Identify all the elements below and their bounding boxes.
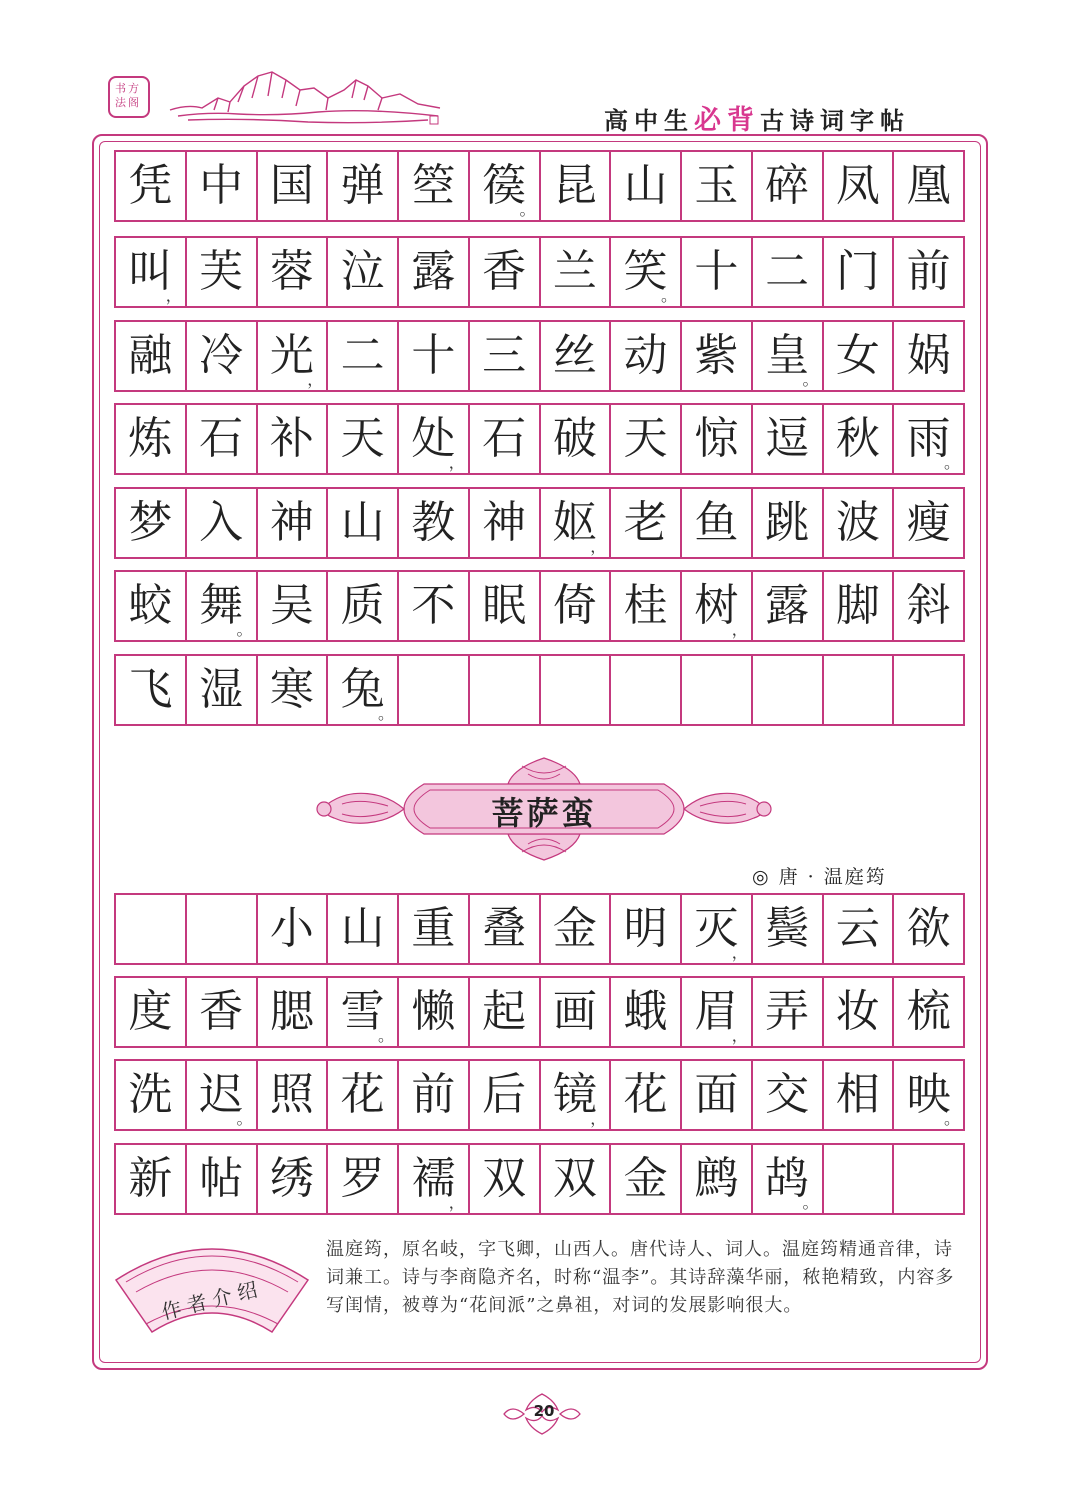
character: 花 xyxy=(623,1069,668,1120)
character-cell xyxy=(682,895,753,963)
character: 三 xyxy=(482,330,527,381)
character: 懒 xyxy=(411,986,456,1037)
character: 欲 xyxy=(906,903,951,954)
character-cell xyxy=(470,1061,541,1129)
character-cell xyxy=(753,238,824,306)
character-cell xyxy=(328,1061,399,1129)
stamp-line-2: 法阁 xyxy=(115,96,141,109)
character-cell xyxy=(541,322,612,390)
character-cell xyxy=(541,405,612,473)
character-cell xyxy=(187,656,258,724)
character: 灭 xyxy=(694,903,739,954)
poem-row xyxy=(114,1059,965,1131)
character-cell xyxy=(116,1145,187,1213)
character-cell xyxy=(682,978,753,1046)
character: 相 xyxy=(835,1069,880,1120)
character: 融 xyxy=(128,330,173,381)
character: 弄 xyxy=(765,986,810,1037)
character-cell xyxy=(470,405,541,473)
character: 破 xyxy=(552,413,597,464)
character: 国 xyxy=(269,160,314,211)
character: 妪 xyxy=(552,497,597,548)
character: 碎 xyxy=(765,160,810,211)
character-cell xyxy=(541,1061,612,1129)
character-cell xyxy=(328,489,399,557)
character-cell xyxy=(116,152,187,220)
character: 树 xyxy=(694,580,739,631)
character: 玉 xyxy=(694,160,739,211)
character: 飞 xyxy=(128,664,173,715)
character-cell xyxy=(753,489,824,557)
character-cell xyxy=(824,1061,895,1129)
character-cell xyxy=(541,656,612,724)
poem-row xyxy=(114,976,965,1048)
character-cell xyxy=(258,1061,329,1129)
character-cell xyxy=(258,152,329,220)
punctuation-mark: 。 xyxy=(377,704,394,723)
character: 二 xyxy=(340,330,385,381)
character: 逗 xyxy=(765,413,810,464)
stamp-logo xyxy=(108,76,150,118)
character: 老 xyxy=(623,497,668,548)
punctuation-mark: 。 xyxy=(943,1109,960,1128)
character: 画 xyxy=(552,986,597,1037)
character-cell xyxy=(116,238,187,306)
character-cell xyxy=(753,152,824,220)
character: 湿 xyxy=(199,664,244,715)
character-cell xyxy=(399,489,470,557)
author-intro-text: 温庭筠，原名岐，字飞卿，山西人。唐代诗人、词人。温庭筠精通音律，诗词兼工。诗与李商隐齐名，时称“温李”。其诗辞藻华丽，秾艳精致，内容多写闺情，被尊为“花间派”之鼻祖，对词的发展影响很大。 xyxy=(326,1239,955,1316)
punctuation-mark: 。 xyxy=(660,286,677,305)
book-title-suffix: 古诗词字帖 xyxy=(760,107,910,135)
character-cell xyxy=(682,656,753,724)
character-cell xyxy=(824,572,895,640)
character-cell xyxy=(753,895,824,963)
character-cell xyxy=(753,322,824,390)
character: 妆 xyxy=(835,986,880,1037)
character: 鬓 xyxy=(765,903,810,954)
character: 双 xyxy=(552,1153,597,1204)
character-cell xyxy=(894,152,963,220)
character: 罗 xyxy=(340,1153,385,1204)
punctuation-mark: ， xyxy=(731,943,748,962)
character: 篌 xyxy=(482,160,527,211)
character: 起 xyxy=(482,986,527,1037)
character: 露 xyxy=(765,580,810,631)
character-cell xyxy=(187,895,258,963)
character-cell xyxy=(187,489,258,557)
character-cell xyxy=(824,405,895,473)
character: 泣 xyxy=(340,246,385,297)
character-cell xyxy=(824,895,895,963)
character-cell xyxy=(682,1145,753,1213)
character-cell xyxy=(824,489,895,557)
character: 补 xyxy=(269,413,314,464)
character-cell xyxy=(894,322,963,390)
character-cell xyxy=(258,895,329,963)
character-cell xyxy=(470,895,541,963)
character-cell xyxy=(470,656,541,724)
character: 面 xyxy=(694,1069,739,1120)
character-cell xyxy=(894,405,963,473)
character: 凤 xyxy=(835,160,880,211)
character: 帖 xyxy=(199,1153,244,1204)
character: 惊 xyxy=(694,413,739,464)
character-cell xyxy=(116,405,187,473)
character-cell xyxy=(187,322,258,390)
character: 新 xyxy=(128,1153,173,1204)
character: 襦 xyxy=(411,1153,456,1204)
character-cell xyxy=(399,1061,470,1129)
character: 吴 xyxy=(269,580,314,631)
punctuation-mark: ， xyxy=(590,1109,607,1128)
character-cell xyxy=(824,322,895,390)
character: 不 xyxy=(411,580,456,631)
character: 重 xyxy=(411,903,456,954)
character: 香 xyxy=(482,246,527,297)
character-cell xyxy=(258,978,329,1046)
author-intro-label: 作者介绍 xyxy=(159,1275,266,1325)
character-cell xyxy=(399,405,470,473)
character-cell xyxy=(470,978,541,1046)
character: 炼 xyxy=(128,413,173,464)
punctuation-mark: 。 xyxy=(802,370,819,389)
character: 双 xyxy=(482,1153,527,1204)
character-cell xyxy=(328,238,399,306)
character: 鱼 xyxy=(694,497,739,548)
character: 丝 xyxy=(552,330,597,381)
character-cell xyxy=(187,1145,258,1213)
character: 前 xyxy=(906,246,951,297)
practice-row xyxy=(114,150,965,222)
character-cell xyxy=(611,152,682,220)
character: 云 xyxy=(835,903,880,954)
punctuation-mark: 。 xyxy=(519,200,536,219)
character-cell xyxy=(682,405,753,473)
character-cell xyxy=(894,238,963,306)
character: 瘦 xyxy=(906,497,951,548)
character-cell xyxy=(470,152,541,220)
character-cell xyxy=(470,322,541,390)
stamp-line-1: 书方 xyxy=(115,82,141,95)
character-cell xyxy=(753,656,824,724)
character-cell xyxy=(399,978,470,1046)
character-cell xyxy=(116,322,187,390)
character-cell xyxy=(611,1061,682,1129)
punctuation-mark: ， xyxy=(731,1026,748,1045)
character-cell xyxy=(894,1145,963,1213)
character-cell xyxy=(258,1145,329,1213)
character-cell xyxy=(611,1145,682,1213)
character-cell xyxy=(187,152,258,220)
character-cell xyxy=(753,572,824,640)
character: 兰 xyxy=(552,246,597,297)
character: 秋 xyxy=(835,413,880,464)
book-title-accent: 必背 xyxy=(694,105,760,136)
character-cell xyxy=(753,1145,824,1213)
character-cell xyxy=(328,152,399,220)
character-cell xyxy=(894,572,963,640)
character: 前 xyxy=(411,1069,456,1120)
character: 皇 xyxy=(765,330,810,381)
character-cell xyxy=(682,489,753,557)
character-cell xyxy=(328,895,399,963)
character: 娲 xyxy=(906,330,951,381)
character-cell xyxy=(541,895,612,963)
character-cell xyxy=(541,152,612,220)
character-cell xyxy=(187,238,258,306)
character: 箜 xyxy=(411,160,456,211)
character: 波 xyxy=(835,497,880,548)
character-cell xyxy=(753,1061,824,1129)
character: 二 xyxy=(765,246,810,297)
character: 金 xyxy=(623,1153,668,1204)
character-cell xyxy=(328,572,399,640)
character: 照 xyxy=(269,1069,314,1120)
character-cell xyxy=(824,152,895,220)
character-cell xyxy=(399,1145,470,1213)
punctuation-mark: 。 xyxy=(377,1026,394,1045)
character: 十 xyxy=(694,246,739,297)
practice-row xyxy=(114,570,965,642)
character-cell xyxy=(258,572,329,640)
character: 叫 xyxy=(128,246,173,297)
character: 后 xyxy=(482,1069,527,1120)
character: 山 xyxy=(623,160,668,211)
character-cell xyxy=(399,238,470,306)
character-cell xyxy=(824,978,895,1046)
character-cell xyxy=(187,405,258,473)
practice-row xyxy=(114,320,965,392)
character-cell xyxy=(894,1061,963,1129)
character-cell xyxy=(258,405,329,473)
character-cell xyxy=(328,656,399,724)
character-cell xyxy=(894,656,963,724)
character-cell xyxy=(682,322,753,390)
character-cell xyxy=(116,895,187,963)
character-cell xyxy=(399,895,470,963)
character: 眉 xyxy=(694,986,739,1037)
character-cell xyxy=(399,322,470,390)
character: 神 xyxy=(269,497,314,548)
character-cell xyxy=(541,238,612,306)
character: 桂 xyxy=(623,580,668,631)
practice-row xyxy=(114,236,965,308)
character-cell xyxy=(894,895,963,963)
character: 镜 xyxy=(552,1069,597,1120)
character-cell xyxy=(399,152,470,220)
punctuation-mark: ， xyxy=(165,286,182,305)
practice-row xyxy=(114,654,965,726)
character: 映 xyxy=(906,1069,951,1120)
character-cell xyxy=(470,489,541,557)
character-cell xyxy=(399,656,470,724)
practice-row xyxy=(114,487,965,559)
poem-row xyxy=(114,1143,965,1215)
character-cell xyxy=(328,1145,399,1213)
poem-title-banner xyxy=(312,756,776,862)
character: 金 xyxy=(552,903,597,954)
character: 动 xyxy=(623,330,668,381)
character-cell xyxy=(541,489,612,557)
character: 门 xyxy=(835,246,880,297)
character-cell xyxy=(611,895,682,963)
character: 女 xyxy=(835,330,880,381)
character-cell xyxy=(328,405,399,473)
character: 小 xyxy=(269,903,314,954)
character-cell xyxy=(611,405,682,473)
punctuation-mark: 。 xyxy=(943,453,960,472)
character-cell xyxy=(894,978,963,1046)
character: 跳 xyxy=(765,497,810,548)
character: 十 xyxy=(411,330,456,381)
book-title-prefix: 高中生 xyxy=(604,107,694,135)
character-cell xyxy=(328,322,399,390)
character: 凰 xyxy=(906,160,951,211)
character: 石 xyxy=(199,413,244,464)
page-number: 20 xyxy=(533,1402,555,1420)
character-cell xyxy=(611,489,682,557)
punctuation-mark: ， xyxy=(590,537,607,556)
character-cell xyxy=(541,1145,612,1213)
character: 叠 xyxy=(482,903,527,954)
character-cell xyxy=(611,572,682,640)
character-cell xyxy=(258,656,329,724)
character: 蛟 xyxy=(128,580,173,631)
character: 天 xyxy=(340,413,385,464)
character-cell xyxy=(682,152,753,220)
punctuation-mark: ， xyxy=(731,620,748,639)
character: 舞 xyxy=(199,580,244,631)
character-cell xyxy=(116,1061,187,1129)
character: 鸪 xyxy=(765,1153,810,1204)
character-cell xyxy=(753,405,824,473)
character-cell xyxy=(611,978,682,1046)
character-cell xyxy=(399,572,470,640)
character: 香 xyxy=(199,986,244,1037)
character: 绣 xyxy=(269,1153,314,1204)
character-cell xyxy=(470,238,541,306)
character: 兔 xyxy=(340,664,385,715)
character: 蛾 xyxy=(623,986,668,1037)
character-cell xyxy=(328,978,399,1046)
character-cell xyxy=(116,978,187,1046)
character-cell xyxy=(611,322,682,390)
character: 花 xyxy=(340,1069,385,1120)
character-cell xyxy=(541,978,612,1046)
character-cell xyxy=(753,978,824,1046)
character-cell xyxy=(682,238,753,306)
character-cell xyxy=(611,238,682,306)
punctuation-mark: ， xyxy=(448,453,465,472)
mountain-illustration xyxy=(168,68,448,126)
character: 梳 xyxy=(906,986,951,1037)
character: 教 xyxy=(411,497,456,548)
character-cell xyxy=(470,1145,541,1213)
character: 寒 xyxy=(269,664,314,715)
character-cell xyxy=(824,656,895,724)
character-cell xyxy=(824,1145,895,1213)
character: 芙 xyxy=(199,246,244,297)
character: 倚 xyxy=(552,580,597,631)
character: 神 xyxy=(482,497,527,548)
character: 山 xyxy=(340,903,385,954)
punctuation-mark: 。 xyxy=(802,1193,819,1212)
character: 交 xyxy=(765,1069,810,1120)
character: 脚 xyxy=(835,580,880,631)
character: 眠 xyxy=(482,580,527,631)
character: 度 xyxy=(128,986,173,1037)
character-cell xyxy=(894,489,963,557)
punctuation-mark: 。 xyxy=(236,1109,253,1128)
punctuation-mark: 。 xyxy=(236,620,253,639)
character: 弹 xyxy=(340,160,385,211)
character: 斜 xyxy=(906,580,951,631)
character-cell xyxy=(682,572,753,640)
character: 光 xyxy=(269,330,314,381)
character-cell xyxy=(116,489,187,557)
character: 蓉 xyxy=(269,246,314,297)
character: 雨 xyxy=(906,413,951,464)
character: 明 xyxy=(623,903,668,954)
character: 紫 xyxy=(694,330,739,381)
character-cell xyxy=(611,656,682,724)
character-cell xyxy=(541,572,612,640)
character: 腮 xyxy=(269,986,314,1037)
character: 迟 xyxy=(199,1069,244,1120)
character-cell xyxy=(187,1061,258,1129)
character-cell xyxy=(116,572,187,640)
character-cell xyxy=(258,322,329,390)
character: 露 xyxy=(411,246,456,297)
poem-row xyxy=(114,893,965,965)
character: 处 xyxy=(411,413,456,464)
character-cell xyxy=(824,238,895,306)
book-title xyxy=(604,98,910,137)
character: 天 xyxy=(623,413,668,464)
character: 凭 xyxy=(128,160,173,211)
character-cell xyxy=(258,489,329,557)
character: 质 xyxy=(340,580,385,631)
poem-title: 菩萨蛮 xyxy=(491,794,597,832)
punctuation-mark: ， xyxy=(307,370,324,389)
character: 雪 xyxy=(340,986,385,1037)
character: 昆 xyxy=(552,160,597,211)
character: 山 xyxy=(340,497,385,548)
character-cell xyxy=(187,572,258,640)
character: 笑 xyxy=(623,246,668,297)
character: 石 xyxy=(482,413,527,464)
character-cell xyxy=(187,978,258,1046)
character-cell xyxy=(116,656,187,724)
character: 鹧 xyxy=(694,1153,739,1204)
character: 梦 xyxy=(128,497,173,548)
character-cell xyxy=(470,572,541,640)
character-cell xyxy=(682,1061,753,1129)
character: 冷 xyxy=(199,330,244,381)
character-cell xyxy=(258,238,329,306)
character: 中 xyxy=(199,160,244,211)
punctuation-mark: ， xyxy=(448,1193,465,1212)
poem-attribution: ◎ 唐 · 温庭筠 xyxy=(752,866,887,888)
character: 洗 xyxy=(128,1069,173,1120)
practice-row xyxy=(114,403,965,475)
character: 入 xyxy=(199,497,244,548)
